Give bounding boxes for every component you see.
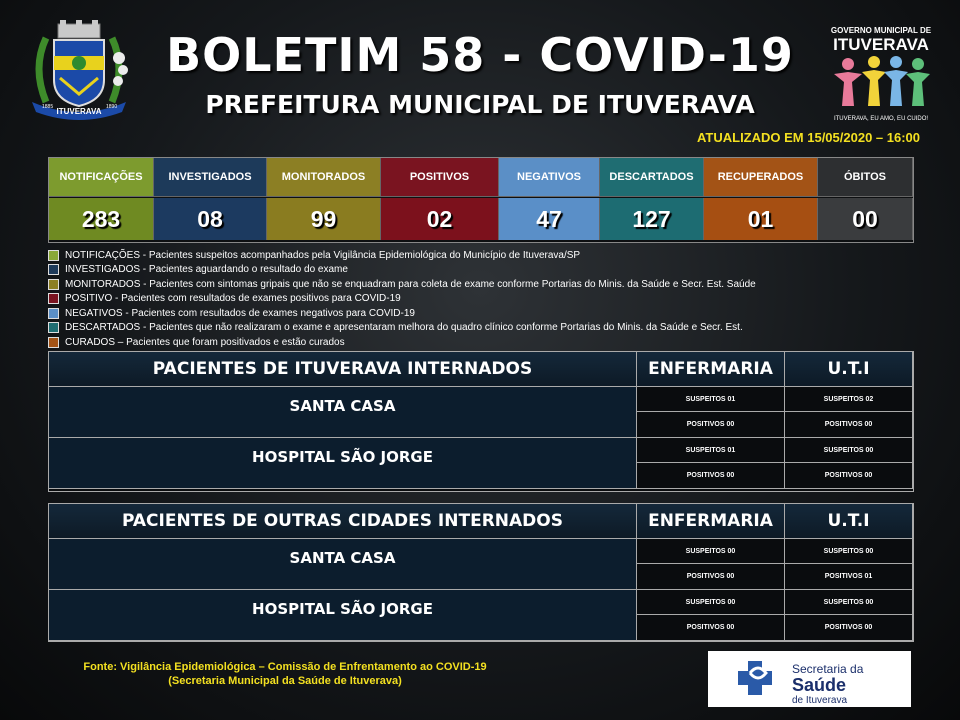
legend-text: INVESTIGADOS - Pacientes aguardando o resultado do exame xyxy=(65,264,348,276)
stat-column-2 xyxy=(267,158,381,242)
stat-column-0 xyxy=(49,158,154,242)
legend-item xyxy=(48,321,912,336)
stat-column-1 xyxy=(154,158,267,242)
legend-text: POSITIVO - Pacientes com resultados de exames positivos para COVID-19 xyxy=(65,293,401,305)
stat-label: ÓBITOS xyxy=(818,158,913,197)
legend-swatch xyxy=(48,250,59,261)
uti-suspects: SUSPEITOS 02 xyxy=(785,387,913,412)
legend-item xyxy=(48,335,912,350)
government-logo xyxy=(822,22,940,124)
uti-positives: POSITIVOS 00 xyxy=(785,412,913,438)
stats-table xyxy=(48,157,914,243)
crest-ribbon-text: ITUVERAVA xyxy=(56,107,102,116)
gov-logo-line2: ITUVERAVA xyxy=(833,35,929,54)
enfermaria-suspects: SUSPEITOS 01 xyxy=(637,438,785,463)
legend-swatch xyxy=(48,308,59,319)
stat-label: NOTIFICAÇÕES xyxy=(49,158,154,197)
stat-column-5 xyxy=(600,158,704,242)
stat-column-7 xyxy=(818,158,913,242)
stat-value: 08 xyxy=(154,198,267,240)
legend-item xyxy=(48,263,912,278)
city-crest-logo xyxy=(24,18,134,122)
stat-value: 00 xyxy=(818,198,913,240)
source-line-2: (Secretaria Municipal da Saúde de Ituverava) xyxy=(168,675,402,687)
health-secretariat-logo xyxy=(708,651,911,707)
updated-timestamp: ATUALIZADO EM 15/05/2020 – 16:00 xyxy=(696,130,920,145)
column-uti: U.T.I xyxy=(785,504,913,539)
stat-value: 02 xyxy=(381,198,499,240)
uti-positives: POSITIVOS 00 xyxy=(785,615,913,641)
legend-text: CURADOS – Pacientes que foram positivados e estão curados xyxy=(65,336,345,348)
gov-logo-line1: GOVERNO MUNICIPAL DE xyxy=(830,26,932,35)
stat-value: 283 xyxy=(49,198,154,240)
crest-year-right: 1890 xyxy=(106,104,118,110)
stat-value: 47 xyxy=(499,198,600,240)
uti-suspects: SUSPEITOS 00 xyxy=(785,590,913,615)
uti-suspects: SUSPEITOS 00 xyxy=(785,438,913,463)
enfermaria-suspects: SUSPEITOS 00 xyxy=(637,539,785,564)
legend-text: NOTIFICAÇÕES - Pacientes suspeitos acompanhados pela Vigilância Epidemiológica do Município de Ituverava/SP xyxy=(65,249,581,261)
source-line-1: Fonte: Vigilância Epidemiológica – Comissão de Enfrentamento ao COVID-19 xyxy=(83,661,487,673)
uti-suspects: SUSPEITOS 00 xyxy=(785,539,913,564)
column-uti: U.T.I xyxy=(785,352,913,387)
legend-swatch xyxy=(48,279,59,290)
enfermaria-suspects: SUSPEITOS 01 xyxy=(637,387,785,412)
stat-value: 99 xyxy=(267,198,381,240)
uti-positives: POSITIVOS 01 xyxy=(785,564,913,590)
hospital-name: HOSPITAL SÃO JORGE xyxy=(49,590,637,641)
column-enfermaria: ENFERMARIA xyxy=(637,504,785,539)
table-title: PACIENTES DE ITUVERAVA INTERNADOS xyxy=(49,352,637,387)
legend-text: NEGATIVOS - Pacientes com resultados de exames negativos para COVID-19 xyxy=(65,307,415,319)
enfermaria-positives: POSITIVOS 00 xyxy=(637,412,785,438)
enfermaria-positives: POSITIVOS 00 xyxy=(637,615,785,641)
legend-swatch xyxy=(48,322,59,333)
stat-column-6 xyxy=(704,158,818,242)
legend-swatch xyxy=(48,264,59,275)
legend-swatch xyxy=(48,337,59,348)
legend-text: DESCARTADOS - Pacientes que não realizaram o exame e apresentaram melhora do quadro clínico conforme Portarias do Minis. da Saúde e Secr. Est. xyxy=(65,322,743,334)
sec-logo-line2: Saúde xyxy=(792,675,847,695)
legend-item xyxy=(48,277,912,292)
stat-column-4 xyxy=(499,158,600,242)
table-other-cities-inpatients xyxy=(48,503,914,642)
sec-logo-line3: de Ituverava xyxy=(792,695,848,706)
stat-label: MONITORADOS xyxy=(267,158,381,197)
stat-label: INVESTIGADOS xyxy=(154,158,267,197)
page-title: BOLETIM 58 - COVID-19 xyxy=(166,28,794,82)
enfermaria-suspects: SUSPEITOS 00 xyxy=(637,590,785,615)
enfermaria-positives: POSITIVOS 00 xyxy=(637,564,785,590)
stat-value: 127 xyxy=(600,198,704,240)
legend xyxy=(48,248,912,350)
stat-value: 01 xyxy=(704,198,818,240)
hospital-name: SANTA CASA xyxy=(49,539,637,590)
hospital-name: SANTA CASA xyxy=(49,387,637,438)
table-title: PACIENTES DE OUTRAS CIDADES INTERNADOS xyxy=(49,504,637,539)
source-note xyxy=(50,660,520,688)
uti-positives: POSITIVOS 00 xyxy=(785,463,913,489)
stat-label: POSITIVOS xyxy=(381,158,499,197)
legend-item xyxy=(48,248,912,263)
legend-item xyxy=(48,292,912,307)
crest-year-left: 1885 xyxy=(42,104,54,110)
legend-item xyxy=(48,306,912,321)
stat-label: RECUPERADOS xyxy=(704,158,818,197)
stat-label: NEGATIVOS xyxy=(499,158,600,197)
enfermaria-positives: POSITIVOS 00 xyxy=(637,463,785,489)
gov-logo-tagline: ITUVERAVA, EU AMO, EU CUIDO! xyxy=(833,116,929,122)
page-subtitle: PREFEITURA MUNICIPAL DE ITUVERAVA xyxy=(205,90,755,119)
table-ituverava-inpatients xyxy=(48,351,914,492)
sec-logo-line1: Secretaria da xyxy=(792,662,864,676)
column-enfermaria: ENFERMARIA xyxy=(637,352,785,387)
stat-column-3 xyxy=(381,158,499,242)
legend-text: MONITORADOS - Pacientes com sintomas gripais que não se enquadram para coleta de exame conforme Portarias do Minis. da Saúde e Secr. Est. Saúde xyxy=(65,278,756,290)
stat-label: DESCARTADOS xyxy=(600,158,704,197)
legend-swatch xyxy=(48,293,59,304)
hospital-name: HOSPITAL SÃO JORGE xyxy=(49,438,637,489)
